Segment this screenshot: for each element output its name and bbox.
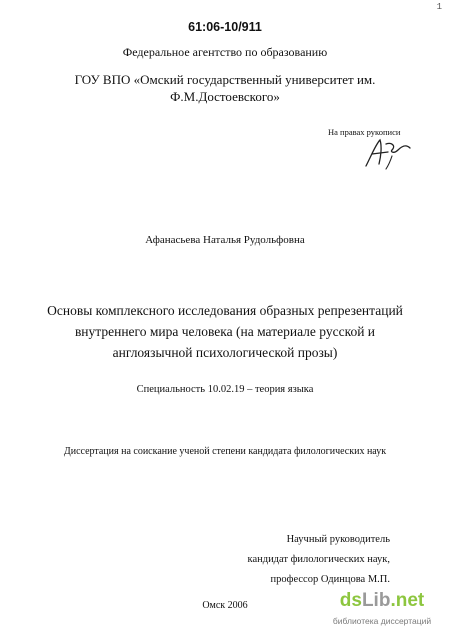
dissertation-degree: Диссертация на соискание ученой степени кандидата филологических наук (63, 446, 387, 457)
title-line-1: Основы комплексного исследования образных репрезентаций (47, 303, 403, 318)
dslib-logo (318, 587, 446, 615)
document-code: 61:06-10/911 (188, 20, 262, 34)
supervisor-line-2: кандидат филологических наук, (247, 554, 390, 565)
corner-mark: 1 (436, 2, 442, 12)
city-year: Омск 2006 (202, 600, 248, 611)
supervisor-line-3: профессор Одинцова М.П. (270, 574, 390, 585)
university-line-1: ГОУ ВПО «Омский государственный университет им. (74, 72, 376, 87)
title-line-2: внутреннего мира человека (на материале русской и (74, 324, 376, 339)
agency-name: Федеральное агентство по образованию (122, 45, 328, 59)
author-name: Афанасьева Наталья Рудольфовна (145, 234, 305, 246)
logo-part-lib: Lib (361, 590, 391, 611)
university-name (0, 71, 450, 105)
dslib-subtitle: библиотека диссертаций (332, 616, 432, 626)
dslib-watermark[interactable] (318, 587, 446, 639)
university-line-2: Ф.М.Достоевского» (170, 89, 280, 104)
manuscript-note: На правах рукописи (328, 127, 401, 137)
handwritten-signature (362, 136, 414, 170)
supervisor-line-1: Научный руководитель (286, 534, 390, 545)
dissertation-title (0, 300, 450, 363)
specialty: Специальность 10.02.19 – теория языка (136, 384, 314, 395)
title-line-3: англоязычной психологической прозы) (112, 345, 338, 360)
logo-part-net: .net (390, 590, 425, 611)
logo-part-ds: ds (339, 590, 362, 611)
supervisor-block (248, 530, 391, 590)
